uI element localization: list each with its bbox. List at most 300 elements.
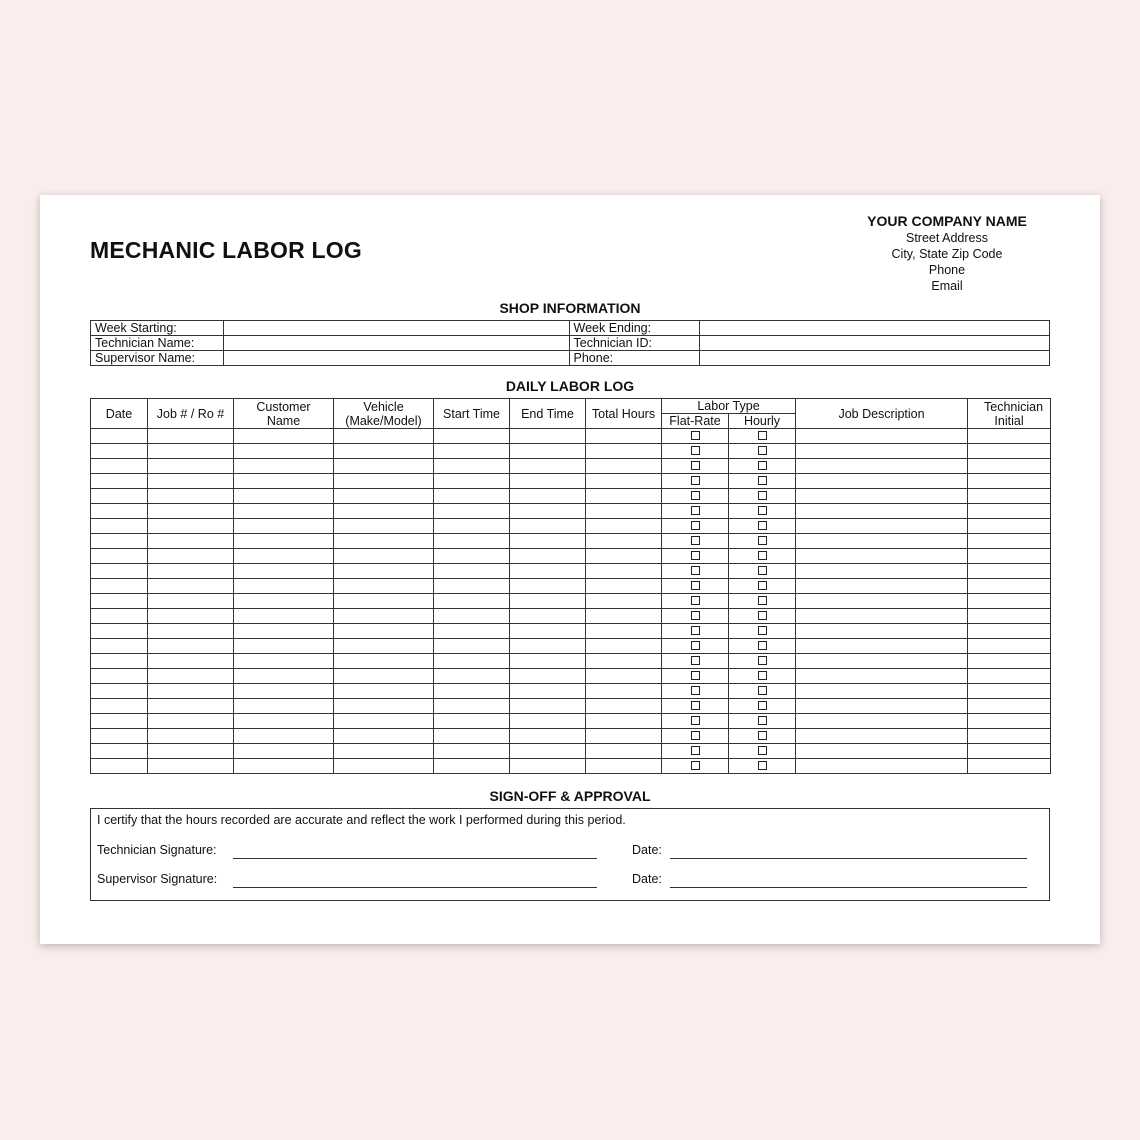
vehicle-cell[interactable] bbox=[334, 684, 434, 699]
date-cell[interactable] bbox=[91, 519, 148, 534]
vehicle-cell[interactable] bbox=[334, 429, 434, 444]
job-description-cell[interactable] bbox=[796, 504, 968, 519]
hourly-checkbox[interactable] bbox=[758, 656, 767, 665]
job-cell[interactable] bbox=[148, 699, 234, 714]
date-cell[interactable] bbox=[91, 504, 148, 519]
supervisor-date-line[interactable] bbox=[670, 887, 1027, 888]
technician-initial-cell[interactable] bbox=[968, 744, 1051, 759]
customer-cell[interactable] bbox=[234, 519, 334, 534]
flat-rate-cell[interactable] bbox=[662, 444, 729, 459]
customer-cell[interactable] bbox=[234, 489, 334, 504]
flat-rate-cell[interactable] bbox=[662, 429, 729, 444]
hourly-checkbox[interactable] bbox=[758, 671, 767, 680]
technician-signature-line[interactable] bbox=[233, 858, 597, 859]
technician-initial-cell[interactable] bbox=[968, 729, 1051, 744]
date-cell[interactable] bbox=[91, 564, 148, 579]
flat-rate-cell[interactable] bbox=[662, 519, 729, 534]
hourly-cell[interactable] bbox=[729, 579, 796, 594]
flat-rate-cell[interactable] bbox=[662, 564, 729, 579]
flat-rate-cell[interactable] bbox=[662, 759, 729, 774]
end-time-cell[interactable] bbox=[510, 684, 586, 699]
technician-initial-cell[interactable] bbox=[968, 609, 1051, 624]
flat-rate-checkbox[interactable] bbox=[691, 761, 700, 770]
date-cell[interactable] bbox=[91, 654, 148, 669]
hourly-cell[interactable] bbox=[729, 549, 796, 564]
flat-rate-checkbox[interactable] bbox=[691, 626, 700, 635]
end-time-cell[interactable] bbox=[510, 489, 586, 504]
total-hours-cell[interactable] bbox=[586, 444, 662, 459]
shop-info-value-field[interactable] bbox=[700, 351, 1050, 366]
end-time-cell[interactable] bbox=[510, 579, 586, 594]
total-hours-cell[interactable] bbox=[586, 759, 662, 774]
hourly-cell[interactable] bbox=[729, 684, 796, 699]
technician-date-line[interactable] bbox=[670, 858, 1027, 859]
hourly-checkbox[interactable] bbox=[758, 701, 767, 710]
shop-info-value-field[interactable] bbox=[700, 336, 1050, 351]
start-time-cell[interactable] bbox=[434, 504, 510, 519]
customer-cell[interactable] bbox=[234, 429, 334, 444]
technician-initial-cell[interactable] bbox=[968, 594, 1051, 609]
total-hours-cell[interactable] bbox=[586, 504, 662, 519]
vehicle-cell[interactable] bbox=[334, 459, 434, 474]
customer-cell[interactable] bbox=[234, 444, 334, 459]
job-cell[interactable] bbox=[148, 504, 234, 519]
vehicle-cell[interactable] bbox=[334, 654, 434, 669]
customer-cell[interactable] bbox=[234, 534, 334, 549]
vehicle-cell[interactable] bbox=[334, 729, 434, 744]
hourly-checkbox[interactable] bbox=[758, 626, 767, 635]
job-description-cell[interactable] bbox=[796, 654, 968, 669]
vehicle-cell[interactable] bbox=[334, 624, 434, 639]
vehicle-cell[interactable] bbox=[334, 504, 434, 519]
vehicle-cell[interactable] bbox=[334, 669, 434, 684]
technician-initial-cell[interactable] bbox=[968, 669, 1051, 684]
end-time-cell[interactable] bbox=[510, 504, 586, 519]
start-time-cell[interactable] bbox=[434, 474, 510, 489]
job-description-cell[interactable] bbox=[796, 519, 968, 534]
flat-rate-checkbox[interactable] bbox=[691, 521, 700, 530]
date-cell[interactable] bbox=[91, 444, 148, 459]
job-cell[interactable] bbox=[148, 639, 234, 654]
hourly-cell[interactable] bbox=[729, 429, 796, 444]
hourly-cell[interactable] bbox=[729, 624, 796, 639]
date-cell[interactable] bbox=[91, 579, 148, 594]
flat-rate-checkbox[interactable] bbox=[691, 611, 700, 620]
total-hours-cell[interactable] bbox=[586, 489, 662, 504]
flat-rate-cell[interactable] bbox=[662, 459, 729, 474]
flat-rate-checkbox[interactable] bbox=[691, 671, 700, 680]
total-hours-cell[interactable] bbox=[586, 654, 662, 669]
end-time-cell[interactable] bbox=[510, 444, 586, 459]
flat-rate-cell[interactable] bbox=[662, 654, 729, 669]
date-cell[interactable] bbox=[91, 489, 148, 504]
flat-rate-checkbox[interactable] bbox=[691, 551, 700, 560]
shop-info-value-field[interactable] bbox=[700, 321, 1050, 336]
hourly-checkbox[interactable] bbox=[758, 761, 767, 770]
flat-rate-checkbox[interactable] bbox=[691, 641, 700, 650]
supervisor-signature-line[interactable] bbox=[233, 887, 597, 888]
total-hours-cell[interactable] bbox=[586, 639, 662, 654]
vehicle-cell[interactable] bbox=[334, 519, 434, 534]
hourly-checkbox[interactable] bbox=[758, 536, 767, 545]
total-hours-cell[interactable] bbox=[586, 684, 662, 699]
start-time-cell[interactable] bbox=[434, 534, 510, 549]
start-time-cell[interactable] bbox=[434, 699, 510, 714]
vehicle-cell[interactable] bbox=[334, 549, 434, 564]
flat-rate-cell[interactable] bbox=[662, 684, 729, 699]
customer-cell[interactable] bbox=[234, 624, 334, 639]
flat-rate-checkbox[interactable] bbox=[691, 476, 700, 485]
hourly-cell[interactable] bbox=[729, 714, 796, 729]
hourly-checkbox[interactable] bbox=[758, 746, 767, 755]
flat-rate-checkbox[interactable] bbox=[691, 581, 700, 590]
customer-cell[interactable] bbox=[234, 744, 334, 759]
flat-rate-checkbox[interactable] bbox=[691, 596, 700, 605]
total-hours-cell[interactable] bbox=[586, 519, 662, 534]
start-time-cell[interactable] bbox=[434, 489, 510, 504]
technician-initial-cell[interactable] bbox=[968, 684, 1051, 699]
customer-cell[interactable] bbox=[234, 474, 334, 489]
hourly-cell[interactable] bbox=[729, 729, 796, 744]
start-time-cell[interactable] bbox=[434, 729, 510, 744]
vehicle-cell[interactable] bbox=[334, 444, 434, 459]
customer-cell[interactable] bbox=[234, 639, 334, 654]
hourly-cell[interactable] bbox=[729, 489, 796, 504]
job-description-cell[interactable] bbox=[796, 444, 968, 459]
job-description-cell[interactable] bbox=[796, 684, 968, 699]
start-time-cell[interactable] bbox=[434, 639, 510, 654]
vehicle-cell[interactable] bbox=[334, 609, 434, 624]
flat-rate-cell[interactable] bbox=[662, 579, 729, 594]
job-description-cell[interactable] bbox=[796, 624, 968, 639]
technician-initial-cell[interactable] bbox=[968, 639, 1051, 654]
technician-initial-cell[interactable] bbox=[968, 459, 1051, 474]
hourly-checkbox[interactable] bbox=[758, 716, 767, 725]
vehicle-cell[interactable] bbox=[334, 759, 434, 774]
technician-initial-cell[interactable] bbox=[968, 444, 1051, 459]
hourly-cell[interactable] bbox=[729, 564, 796, 579]
hourly-cell[interactable] bbox=[729, 459, 796, 474]
flat-rate-cell[interactable] bbox=[662, 744, 729, 759]
technician-initial-cell[interactable] bbox=[968, 519, 1051, 534]
end-time-cell[interactable] bbox=[510, 669, 586, 684]
flat-rate-cell[interactable] bbox=[662, 669, 729, 684]
customer-cell[interactable] bbox=[234, 669, 334, 684]
end-time-cell[interactable] bbox=[510, 474, 586, 489]
flat-rate-cell[interactable] bbox=[662, 699, 729, 714]
hourly-cell[interactable] bbox=[729, 744, 796, 759]
start-time-cell[interactable] bbox=[434, 609, 510, 624]
hourly-checkbox[interactable] bbox=[758, 596, 767, 605]
date-cell[interactable] bbox=[91, 474, 148, 489]
technician-initial-cell[interactable] bbox=[968, 429, 1051, 444]
hourly-cell[interactable] bbox=[729, 444, 796, 459]
job-cell[interactable] bbox=[148, 489, 234, 504]
vehicle-cell[interactable] bbox=[334, 534, 434, 549]
vehicle-cell[interactable] bbox=[334, 699, 434, 714]
job-description-cell[interactable] bbox=[796, 609, 968, 624]
date-cell[interactable] bbox=[91, 624, 148, 639]
flat-rate-checkbox[interactable] bbox=[691, 491, 700, 500]
total-hours-cell[interactable] bbox=[586, 534, 662, 549]
technician-initial-cell[interactable] bbox=[968, 489, 1051, 504]
vehicle-cell[interactable] bbox=[334, 564, 434, 579]
total-hours-cell[interactable] bbox=[586, 474, 662, 489]
hourly-checkbox[interactable] bbox=[758, 611, 767, 620]
total-hours-cell[interactable] bbox=[586, 564, 662, 579]
date-cell[interactable] bbox=[91, 669, 148, 684]
total-hours-cell[interactable] bbox=[586, 594, 662, 609]
technician-initial-cell[interactable] bbox=[968, 579, 1051, 594]
vehicle-cell[interactable] bbox=[334, 744, 434, 759]
job-description-cell[interactable] bbox=[796, 699, 968, 714]
total-hours-cell[interactable] bbox=[586, 744, 662, 759]
end-time-cell[interactable] bbox=[510, 744, 586, 759]
end-time-cell[interactable] bbox=[510, 429, 586, 444]
hourly-cell[interactable] bbox=[729, 609, 796, 624]
start-time-cell[interactable] bbox=[434, 759, 510, 774]
job-description-cell[interactable] bbox=[796, 579, 968, 594]
hourly-checkbox[interactable] bbox=[758, 446, 767, 455]
job-description-cell[interactable] bbox=[796, 639, 968, 654]
end-time-cell[interactable] bbox=[510, 594, 586, 609]
flat-rate-cell[interactable] bbox=[662, 609, 729, 624]
start-time-cell[interactable] bbox=[434, 444, 510, 459]
vehicle-cell[interactable] bbox=[334, 594, 434, 609]
job-description-cell[interactable] bbox=[796, 474, 968, 489]
hourly-cell[interactable] bbox=[729, 474, 796, 489]
technician-initial-cell[interactable] bbox=[968, 714, 1051, 729]
start-time-cell[interactable] bbox=[434, 669, 510, 684]
end-time-cell[interactable] bbox=[510, 519, 586, 534]
hourly-cell[interactable] bbox=[729, 519, 796, 534]
job-description-cell[interactable] bbox=[796, 759, 968, 774]
job-cell[interactable] bbox=[148, 564, 234, 579]
job-cell[interactable] bbox=[148, 549, 234, 564]
customer-cell[interactable] bbox=[234, 654, 334, 669]
customer-cell[interactable] bbox=[234, 594, 334, 609]
job-description-cell[interactable] bbox=[796, 564, 968, 579]
hourly-cell[interactable] bbox=[729, 534, 796, 549]
total-hours-cell[interactable] bbox=[586, 609, 662, 624]
end-time-cell[interactable] bbox=[510, 549, 586, 564]
job-cell[interactable] bbox=[148, 534, 234, 549]
hourly-cell[interactable] bbox=[729, 639, 796, 654]
end-time-cell[interactable] bbox=[510, 729, 586, 744]
job-description-cell[interactable] bbox=[796, 459, 968, 474]
job-description-cell[interactable] bbox=[796, 729, 968, 744]
vehicle-cell[interactable] bbox=[334, 639, 434, 654]
total-hours-cell[interactable] bbox=[586, 579, 662, 594]
customer-cell[interactable] bbox=[234, 759, 334, 774]
start-time-cell[interactable] bbox=[434, 624, 510, 639]
start-time-cell[interactable] bbox=[434, 429, 510, 444]
job-description-cell[interactable] bbox=[796, 534, 968, 549]
start-time-cell[interactable] bbox=[434, 654, 510, 669]
start-time-cell[interactable] bbox=[434, 714, 510, 729]
job-cell[interactable] bbox=[148, 459, 234, 474]
vehicle-cell[interactable] bbox=[334, 489, 434, 504]
date-cell[interactable] bbox=[91, 759, 148, 774]
hourly-checkbox[interactable] bbox=[758, 731, 767, 740]
job-description-cell[interactable] bbox=[796, 714, 968, 729]
date-cell[interactable] bbox=[91, 534, 148, 549]
flat-rate-cell[interactable] bbox=[662, 474, 729, 489]
job-description-cell[interactable] bbox=[796, 594, 968, 609]
start-time-cell[interactable] bbox=[434, 594, 510, 609]
job-cell[interactable] bbox=[148, 669, 234, 684]
date-cell[interactable] bbox=[91, 684, 148, 699]
hourly-checkbox[interactable] bbox=[758, 521, 767, 530]
date-cell[interactable] bbox=[91, 549, 148, 564]
job-cell[interactable] bbox=[148, 444, 234, 459]
hourly-checkbox[interactable] bbox=[758, 641, 767, 650]
customer-cell[interactable] bbox=[234, 684, 334, 699]
start-time-cell[interactable] bbox=[434, 744, 510, 759]
date-cell[interactable] bbox=[91, 744, 148, 759]
start-time-cell[interactable] bbox=[434, 684, 510, 699]
hourly-cell[interactable] bbox=[729, 594, 796, 609]
hourly-checkbox[interactable] bbox=[758, 491, 767, 500]
flat-rate-cell[interactable] bbox=[662, 639, 729, 654]
job-cell[interactable] bbox=[148, 684, 234, 699]
date-cell[interactable] bbox=[91, 429, 148, 444]
customer-cell[interactable] bbox=[234, 504, 334, 519]
end-time-cell[interactable] bbox=[510, 639, 586, 654]
total-hours-cell[interactable] bbox=[586, 714, 662, 729]
customer-cell[interactable] bbox=[234, 549, 334, 564]
total-hours-cell[interactable] bbox=[586, 459, 662, 474]
job-cell[interactable] bbox=[148, 594, 234, 609]
shop-info-value-field[interactable] bbox=[223, 321, 569, 336]
customer-cell[interactable] bbox=[234, 459, 334, 474]
vehicle-cell[interactable] bbox=[334, 474, 434, 489]
job-description-cell[interactable] bbox=[796, 489, 968, 504]
flat-rate-checkbox[interactable] bbox=[691, 506, 700, 515]
customer-cell[interactable] bbox=[234, 729, 334, 744]
flat-rate-checkbox[interactable] bbox=[691, 656, 700, 665]
technician-initial-cell[interactable] bbox=[968, 549, 1051, 564]
flat-rate-checkbox[interactable] bbox=[691, 446, 700, 455]
job-cell[interactable] bbox=[148, 474, 234, 489]
start-time-cell[interactable] bbox=[434, 519, 510, 534]
end-time-cell[interactable] bbox=[510, 624, 586, 639]
customer-cell[interactable] bbox=[234, 714, 334, 729]
customer-cell[interactable] bbox=[234, 699, 334, 714]
date-cell[interactable] bbox=[91, 609, 148, 624]
flat-rate-checkbox[interactable] bbox=[691, 461, 700, 470]
technician-initial-cell[interactable] bbox=[968, 564, 1051, 579]
flat-rate-cell[interactable] bbox=[662, 534, 729, 549]
customer-cell[interactable] bbox=[234, 579, 334, 594]
shop-info-value-field[interactable] bbox=[223, 336, 569, 351]
flat-rate-checkbox[interactable] bbox=[691, 731, 700, 740]
start-time-cell[interactable] bbox=[434, 579, 510, 594]
hourly-checkbox[interactable] bbox=[758, 686, 767, 695]
job-cell[interactable] bbox=[148, 429, 234, 444]
date-cell[interactable] bbox=[91, 729, 148, 744]
hourly-checkbox[interactable] bbox=[758, 476, 767, 485]
flat-rate-checkbox[interactable] bbox=[691, 536, 700, 545]
end-time-cell[interactable] bbox=[510, 534, 586, 549]
date-cell[interactable] bbox=[91, 459, 148, 474]
technician-initial-cell[interactable] bbox=[968, 759, 1051, 774]
technician-initial-cell[interactable] bbox=[968, 699, 1051, 714]
start-time-cell[interactable] bbox=[434, 549, 510, 564]
end-time-cell[interactable] bbox=[510, 699, 586, 714]
hourly-cell[interactable] bbox=[729, 669, 796, 684]
date-cell[interactable] bbox=[91, 639, 148, 654]
technician-initial-cell[interactable] bbox=[968, 534, 1051, 549]
flat-rate-cell[interactable] bbox=[662, 504, 729, 519]
job-description-cell[interactable] bbox=[796, 429, 968, 444]
date-cell[interactable] bbox=[91, 594, 148, 609]
job-cell[interactable] bbox=[148, 579, 234, 594]
hourly-checkbox[interactable] bbox=[758, 566, 767, 575]
customer-cell[interactable] bbox=[234, 564, 334, 579]
shop-info-value-field[interactable] bbox=[223, 351, 569, 366]
flat-rate-checkbox[interactable] bbox=[691, 431, 700, 440]
vehicle-cell[interactable] bbox=[334, 714, 434, 729]
flat-rate-cell[interactable] bbox=[662, 714, 729, 729]
hourly-cell[interactable] bbox=[729, 759, 796, 774]
hourly-checkbox[interactable] bbox=[758, 506, 767, 515]
job-cell[interactable] bbox=[148, 714, 234, 729]
job-cell[interactable] bbox=[148, 744, 234, 759]
end-time-cell[interactable] bbox=[510, 714, 586, 729]
flat-rate-checkbox[interactable] bbox=[691, 746, 700, 755]
total-hours-cell[interactable] bbox=[586, 429, 662, 444]
date-cell[interactable] bbox=[91, 714, 148, 729]
total-hours-cell[interactable] bbox=[586, 729, 662, 744]
hourly-checkbox[interactable] bbox=[758, 581, 767, 590]
technician-initial-cell[interactable] bbox=[968, 624, 1051, 639]
hourly-cell[interactable] bbox=[729, 504, 796, 519]
hourly-checkbox[interactable] bbox=[758, 431, 767, 440]
flat-rate-cell[interactable] bbox=[662, 549, 729, 564]
flat-rate-checkbox[interactable] bbox=[691, 716, 700, 725]
hourly-checkbox[interactable] bbox=[758, 461, 767, 470]
flat-rate-checkbox[interactable] bbox=[691, 566, 700, 575]
job-cell[interactable] bbox=[148, 654, 234, 669]
end-time-cell[interactable] bbox=[510, 564, 586, 579]
technician-initial-cell[interactable] bbox=[968, 474, 1051, 489]
end-time-cell[interactable] bbox=[510, 459, 586, 474]
technician-initial-cell[interactable] bbox=[968, 654, 1051, 669]
customer-cell[interactable] bbox=[234, 609, 334, 624]
vehicle-cell[interactable] bbox=[334, 579, 434, 594]
job-cell[interactable] bbox=[148, 609, 234, 624]
start-time-cell[interactable] bbox=[434, 459, 510, 474]
flat-rate-cell[interactable] bbox=[662, 594, 729, 609]
total-hours-cell[interactable] bbox=[586, 549, 662, 564]
total-hours-cell[interactable] bbox=[586, 669, 662, 684]
flat-rate-checkbox[interactable] bbox=[691, 686, 700, 695]
total-hours-cell[interactable] bbox=[586, 624, 662, 639]
start-time-cell[interactable] bbox=[434, 564, 510, 579]
total-hours-cell[interactable] bbox=[586, 699, 662, 714]
job-cell[interactable] bbox=[148, 624, 234, 639]
job-cell[interactable] bbox=[148, 729, 234, 744]
date-cell[interactable] bbox=[91, 699, 148, 714]
end-time-cell[interactable] bbox=[510, 609, 586, 624]
hourly-cell[interactable] bbox=[729, 654, 796, 669]
job-description-cell[interactable] bbox=[796, 549, 968, 564]
flat-rate-cell[interactable] bbox=[662, 624, 729, 639]
flat-rate-cell[interactable] bbox=[662, 729, 729, 744]
flat-rate-cell[interactable] bbox=[662, 489, 729, 504]
hourly-cell[interactable] bbox=[729, 699, 796, 714]
